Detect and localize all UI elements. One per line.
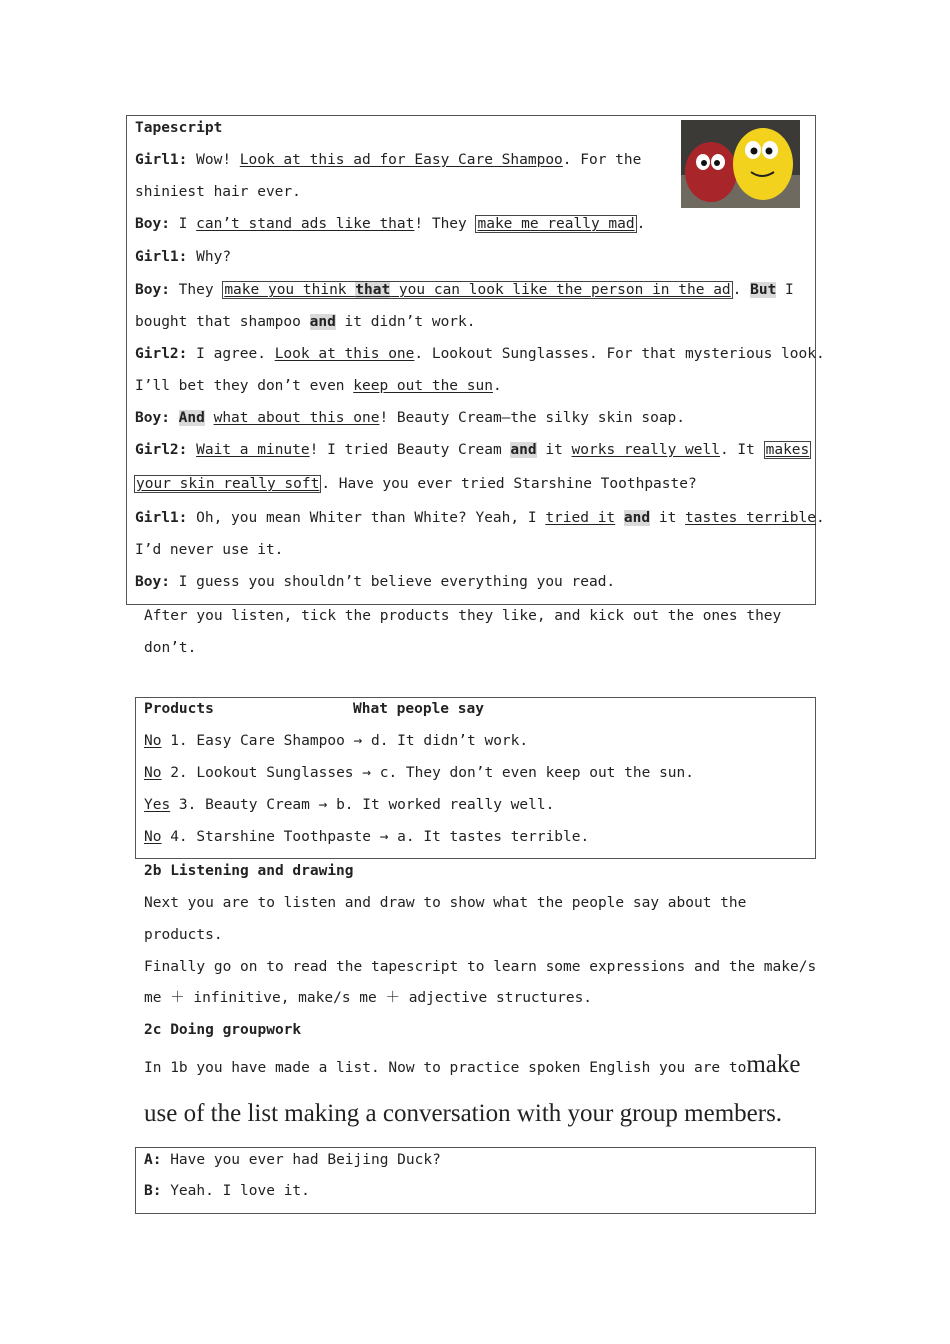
highlighted-word: But: [750, 282, 777, 298]
text-segment: . It: [719, 442, 764, 458]
underlined-phrase: Wait a minute: [196, 442, 310, 458]
highlighted-word: And: [178, 410, 205, 426]
speaker-label: Girl2:: [135, 442, 188, 458]
speaker-label: Boy:: [135, 282, 170, 298]
text-segment: Oh, you mean Whiter than White? Yeah, I: [196, 510, 546, 526]
answer-value: No: [144, 765, 162, 781]
text-segment: it: [650, 510, 686, 526]
instruction-text: don’t.: [144, 640, 197, 656]
text-segment: [615, 510, 624, 526]
dialogue-text: Have you ever had Beijing Duck?: [170, 1152, 441, 1168]
text-segment: .: [732, 282, 751, 298]
underlined-phrase: can’t stand ads like that: [196, 216, 415, 232]
row-text: 1. Easy Care Shampoo → d. It didn’t work.: [161, 733, 529, 749]
underlined-phrase: tried it: [545, 510, 616, 526]
dialogue-line: [144, 1150, 441, 1170]
text-segment: bought that shampoo: [135, 314, 310, 330]
boxed-phrase: make you think: [224, 282, 356, 298]
section-2c-heading: 2c Doing groupwork: [144, 1022, 302, 1038]
tapescript-line: [135, 150, 641, 170]
table-row: [144, 795, 554, 815]
table-row: [144, 827, 589, 847]
boxed-phrase: makes: [765, 442, 810, 458]
products-header: Products: [144, 701, 214, 717]
section-2c-text: use of the list making a conversation with your group members.: [144, 1100, 783, 1127]
text-segment: you read.: [536, 574, 616, 590]
section-2b-text: products.: [144, 927, 223, 943]
speaker-label: Girl1:: [135, 249, 188, 265]
highlighted-word: and: [309, 314, 336, 330]
text-segment: . Have you ever tried Starshine Toothpaste?: [321, 476, 697, 492]
underlined-phrase: keep out the sun: [353, 378, 493, 394]
tapescript-line: [135, 376, 502, 396]
text-segment: I agree.: [196, 346, 275, 362]
section-2b-text: Next you are to listen and draw to show what the people say about the: [144, 895, 747, 911]
highlighted-word: and: [623, 510, 651, 526]
answer-value: Yes: [144, 797, 171, 813]
underlined-phrase: works really well: [571, 442, 720, 458]
boxed-phrase: your skin really soft: [136, 476, 320, 492]
text-segment: . Lookout Sunglasses. For that mysterious look.: [414, 346, 825, 362]
speaker-label: A:: [144, 1152, 162, 1168]
text-segment: you shouldn’t believe everything: [248, 574, 537, 590]
instruction-text: After you listen, tick the products they like, and kick out the ones they: [144, 608, 782, 624]
tapescript-line: [135, 408, 685, 428]
tapescript-line: [135, 440, 811, 460]
speaker-label: B:: [144, 1183, 162, 1199]
row-text: 3. Beauty Cream → b. It worked really well.: [170, 797, 555, 813]
row-text: 2. Lookout Sunglasses → c. They don’t even keep out the sun.: [161, 765, 694, 781]
text-segment: In 1b you have made a list. Now to practice spoken English you are to: [144, 1060, 747, 1076]
speaker-label: Boy:: [135, 574, 170, 590]
speaker-label: Girl2:: [135, 346, 188, 362]
text-segment: ! They: [414, 216, 476, 232]
row-text: 4. Starshine Toothpaste → a. It tastes terrible.: [161, 829, 590, 845]
text-segment: I guess: [178, 574, 249, 590]
text-segment: . For the: [562, 152, 642, 168]
text-segment: They: [178, 282, 223, 298]
speaker-label: Girl1:: [135, 152, 188, 168]
table-row: [144, 731, 528, 751]
tapescript-line: [135, 312, 476, 332]
tapescript-line: [135, 474, 697, 494]
text-segment: shiniest hair ever.: [135, 184, 301, 200]
section-2b-text: Finally go on to read the tapescript to learn some expressions and the make/s: [144, 959, 817, 975]
tapescript-line: [135, 280, 794, 300]
text-segment: .: [492, 378, 502, 394]
text-segment: .: [815, 510, 825, 526]
underlined-phrase: tastes terrible: [685, 510, 816, 526]
answer-value: No: [144, 829, 162, 845]
text-segment: they don’t even: [213, 378, 354, 394]
m-and-m-characters-image: [681, 120, 800, 208]
text-segment: .: [636, 216, 646, 232]
tapescript-line: [135, 214, 645, 234]
section-2b-text: me ＋ infinitive, make/s me ＋ adjective structures.: [144, 990, 593, 1006]
speaker-label: Boy:: [135, 216, 170, 232]
text-segment: [205, 410, 214, 426]
dialogue-text: Yeah. I love it.: [170, 1183, 310, 1199]
text-segment: it didn’t work.: [335, 314, 476, 330]
underlined-phrase: Look at this ad for Easy Care Shampoo: [239, 152, 563, 168]
highlighted-word: and: [510, 442, 537, 458]
text-segment: ! Beauty Cream—the silky skin soap.: [379, 410, 686, 426]
table-row: [144, 763, 694, 783]
text-segment: I: [776, 282, 794, 298]
section-2b-heading: 2b Listening and drawing: [144, 863, 354, 879]
text-segment: ! I tried Beauty Cream: [309, 442, 511, 458]
tapescript-heading: Tapescript: [135, 120, 223, 136]
highlighted-word: that: [355, 282, 391, 298]
text-segment: Wow!: [196, 152, 240, 168]
underlined-phrase: Look at this one: [274, 346, 415, 362]
tapescript-line: [135, 572, 615, 592]
speaker-label: Girl1:: [135, 510, 188, 526]
dialogue-line: [144, 1181, 310, 1201]
what-people-say-header: What people say: [353, 701, 484, 717]
boxed-phrase: make me really mad: [477, 216, 635, 232]
speaker-label: Boy:: [135, 410, 170, 426]
tapescript-line: [135, 540, 283, 560]
text-segment: I’ll bet: [135, 378, 214, 394]
text-segment: I: [178, 216, 197, 232]
text-segment: I’d never use it.: [135, 542, 284, 558]
tapescript-line: [135, 182, 301, 202]
tapescript-line: [135, 247, 231, 267]
answer-value: No: [144, 733, 162, 749]
text-segment: make: [746, 1051, 801, 1078]
tapescript-line: [135, 508, 825, 528]
boxed-phrase: you can look like the person in the ad: [390, 282, 731, 298]
tapescript-line: [135, 344, 825, 364]
underlined-phrase: what about this one: [213, 410, 380, 426]
section-2c-text: [144, 1050, 801, 1083]
text-segment: it: [536, 442, 572, 458]
text-segment: Why?: [196, 249, 232, 265]
